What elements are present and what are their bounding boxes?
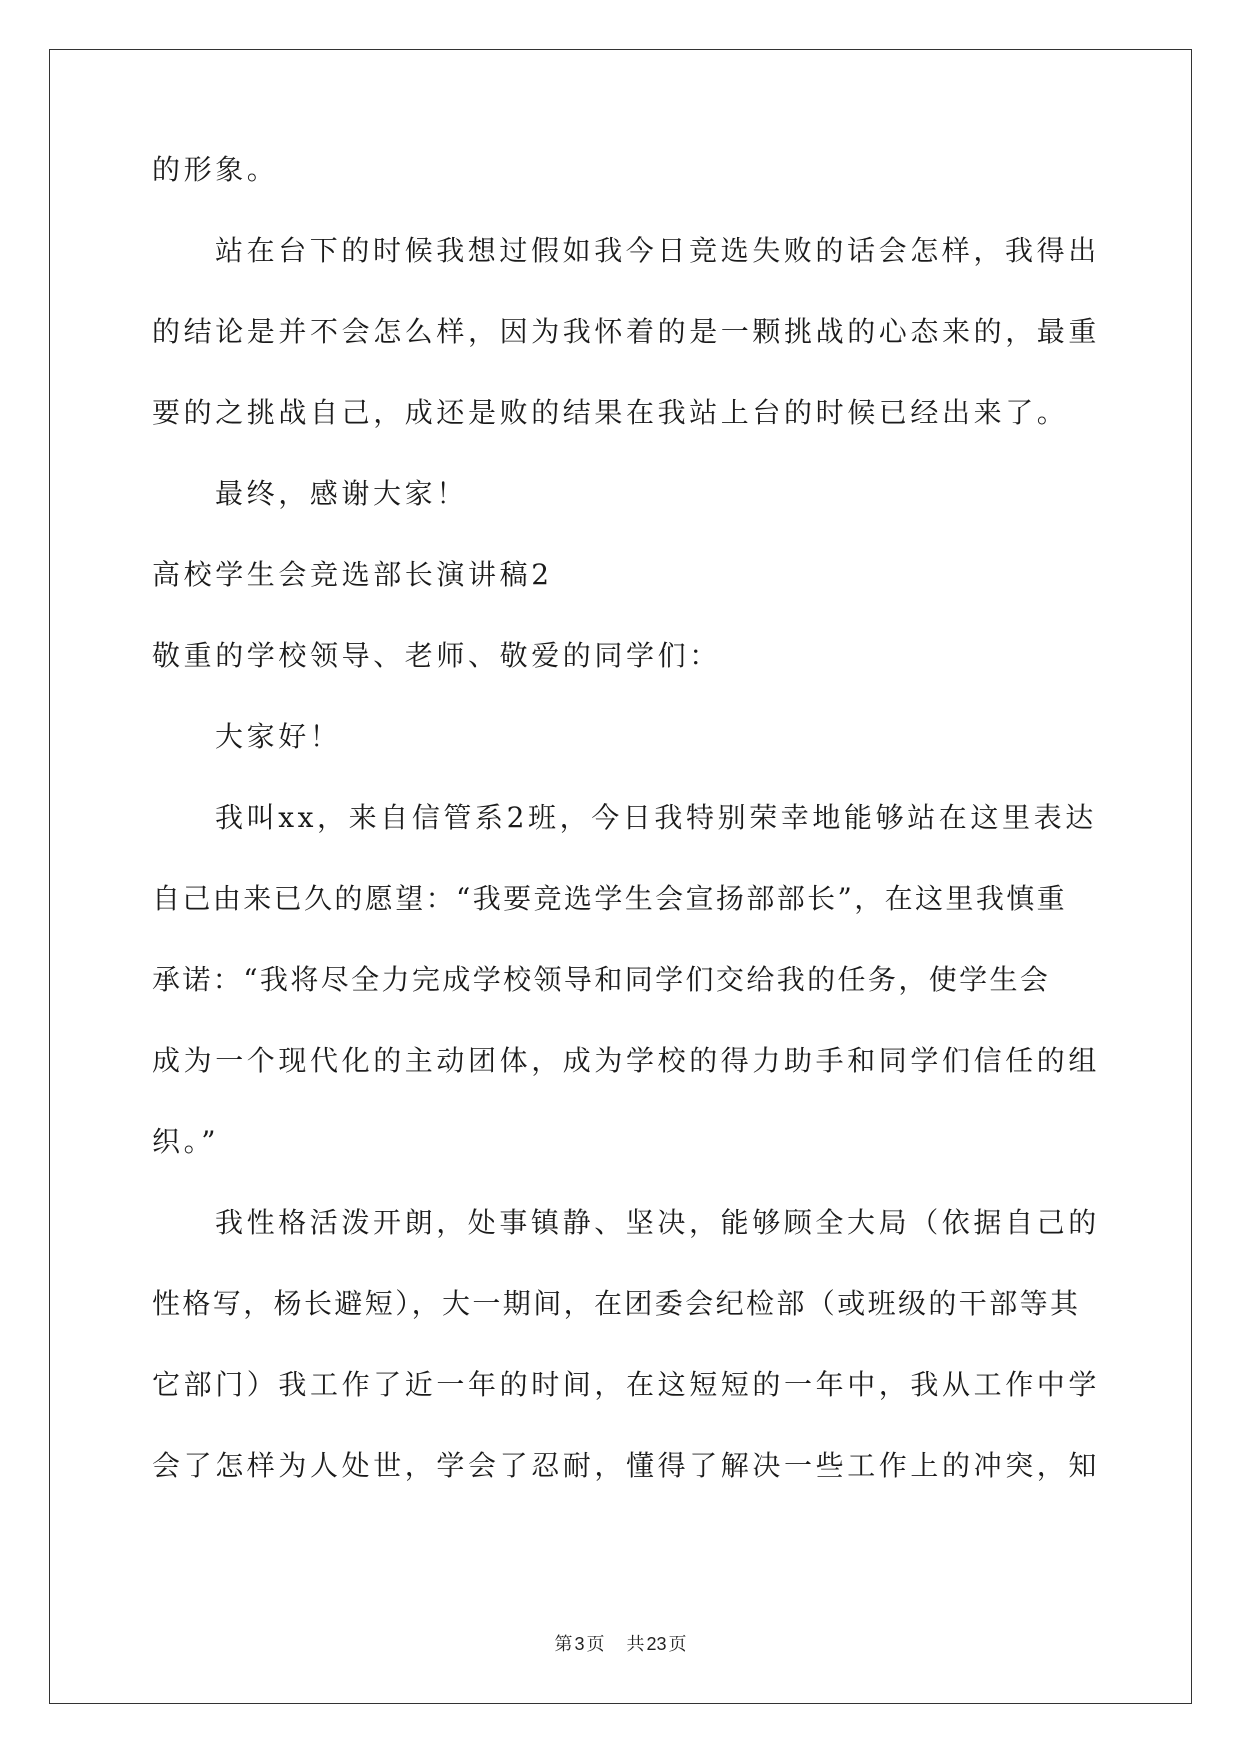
paragraph-line: 承诺：“我将尽全力完成学校领导和同学们交给我的任务，使学生会 — [152, 963, 1051, 996]
paragraph-line: 织。” — [152, 1125, 220, 1158]
page-prefix: 第 — [554, 1634, 573, 1655]
paragraph-line: 它部门）我工作了近一年的时间，在这短短的一年中，我从工作中学 — [152, 1368, 1101, 1401]
paragraph-line: 我性格活泼开朗，处事镇静、坚决，能够顾全大局（依据自己的 — [215, 1206, 1100, 1239]
page-suffix: 页 — [586, 1634, 605, 1655]
paragraph-line: 性格写，杨长避短），大一期间，在团委会纪检部（或班级的干部等其 — [152, 1287, 1081, 1320]
paragraph-line: 站在台下的时候我想过假如我今日竞选失败的话会怎样，我得出 — [215, 234, 1100, 267]
greeting: 大家好！ — [215, 720, 342, 753]
section-heading: 高校学生会竞选部长演讲稿2 — [152, 558, 553, 591]
paragraph-line: 成为一个现代化的主动团体，成为学校的得力助手和同学们信任的组 — [152, 1044, 1101, 1077]
paragraph-line: 最终，感谢大家！ — [215, 477, 468, 510]
total-prefix: 共 — [626, 1634, 645, 1655]
paragraph-line: 的形象。 — [152, 153, 279, 186]
page-total: 23 — [646, 1634, 667, 1654]
salutation: 敬重的学校领导、老师、敬爱的同学们： — [152, 639, 721, 672]
total-suffix: 页 — [668, 1634, 687, 1655]
paragraph-line: 的结论是并不会怎么样，因为我怀着的是一颗挑战的心态来的，最重 — [152, 315, 1101, 348]
paragraph-line: 要的之挑战自己，成还是败的结果在我站上台的时候已经出来了。 — [152, 396, 1069, 429]
page-current: 3 — [574, 1634, 585, 1654]
paragraph-line: 会了怎样为人处世，学会了忍耐，懂得了解决一些工作上的冲突，知 — [152, 1449, 1101, 1482]
page-footer — [0, 1632, 1241, 1657]
document-body — [152, 150, 1101, 1527]
paragraph-line: 我叫xx，来自信管系2班，今日我特别荣幸地能够站在这里表达 — [215, 801, 1097, 834]
paragraph-line: 自己由来已久的愿望：“我要竞选学生会宣扬部部长”，在这里我慎重 — [152, 882, 1068, 915]
